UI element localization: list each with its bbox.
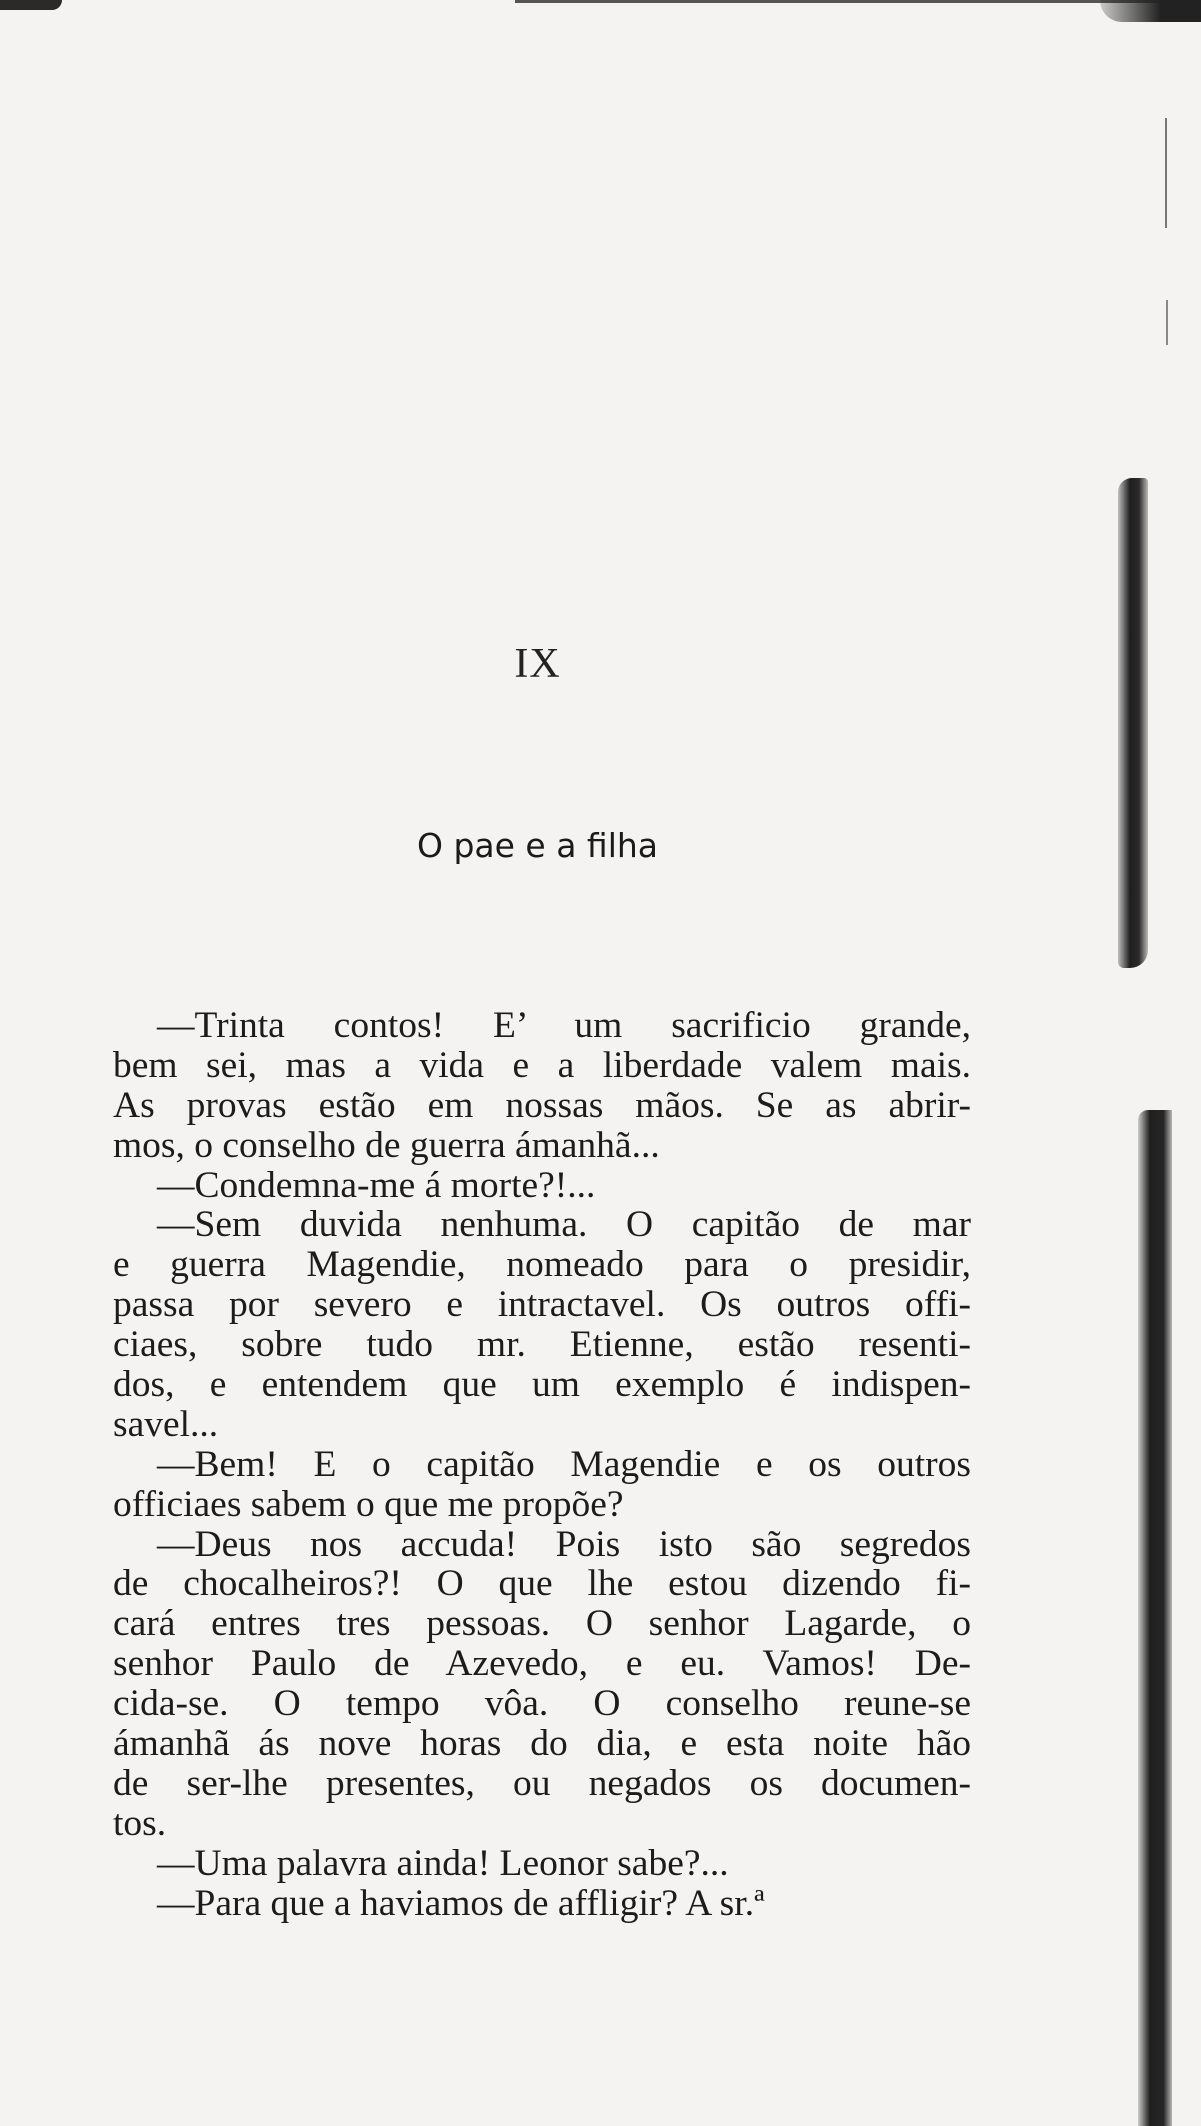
text-line: bem sei, mas a vida e a liberdade valem mais. — [113, 1044, 971, 1086]
scan-artifact-top-right — [1100, 0, 1201, 22]
scan-artifact-top-rule — [515, 0, 1201, 3]
text-line: —Sem duvida nenhuma. O capitão de mar — [157, 1204, 971, 1246]
text-line: —Uma palavra ainda! Leonor sabe?... — [157, 1842, 729, 1884]
scan-artifact-edge-line — [1165, 118, 1167, 228]
scan-artifact-top-left — [0, 0, 62, 10]
text-line: —Para que a haviamos de affligir? A sr.ª — [157, 1882, 765, 1924]
text-line: senhor Paulo de Azevedo, e eu. Vamos! De- — [113, 1643, 971, 1685]
text-line: de chocalheiros?! O que lhe estou dizendo fi- — [113, 1563, 971, 1605]
text-line: e guerra Magendie, nomeado para o presidir, — [113, 1244, 971, 1286]
text-line: dos, e entendem que um exemplo é indispen- — [113, 1364, 971, 1406]
text-line: —Deus nos accuda! Pois isto são segredos — [157, 1523, 971, 1565]
text-line: cida-se. O tempo vôa. O conselho reune-se — [113, 1683, 971, 1725]
chapter-number: IX — [514, 641, 561, 687]
text-line: mos, o conselho de guerra ámanhã... — [113, 1124, 660, 1166]
chapter-title: O pae e a filha — [416, 826, 659, 865]
text-line: As provas estão em nossas mãos. Se as abrir- — [113, 1084, 971, 1126]
text-line: savel... — [113, 1403, 219, 1445]
text-line: officiaes sabem o que me propõe? — [113, 1483, 624, 1525]
text-line: ciaes, sobre tudo mr. Etienne, estão resenti- — [113, 1324, 971, 1366]
scan-artifact-binding-shadow — [1138, 1110, 1172, 2126]
chapter-body — [113, 1006, 971, 1923]
text-line: passa por severo e intractavel. Os outros offi- — [113, 1284, 971, 1326]
text-line: tos. — [113, 1802, 167, 1844]
text-line: —Bem! E o capitão Magendie e os outros — [157, 1443, 971, 1485]
text-line: ámanhã ás nove horas do dia, e esta noite hão — [113, 1723, 971, 1765]
scan-artifact-binding-shadow — [1118, 478, 1148, 968]
text-line: —Condemna-me á morte?!... — [157, 1164, 596, 1206]
scan-artifact-edge-line — [1166, 300, 1168, 345]
text-line: cará entres tres pessoas. O senhor Lagarde, o — [113, 1603, 971, 1645]
text-line: —Trinta contos! E’ um sacrificio grande, — [157, 1005, 971, 1046]
text-line: de ser-lhe presentes, ou negados os documen- — [113, 1762, 971, 1804]
